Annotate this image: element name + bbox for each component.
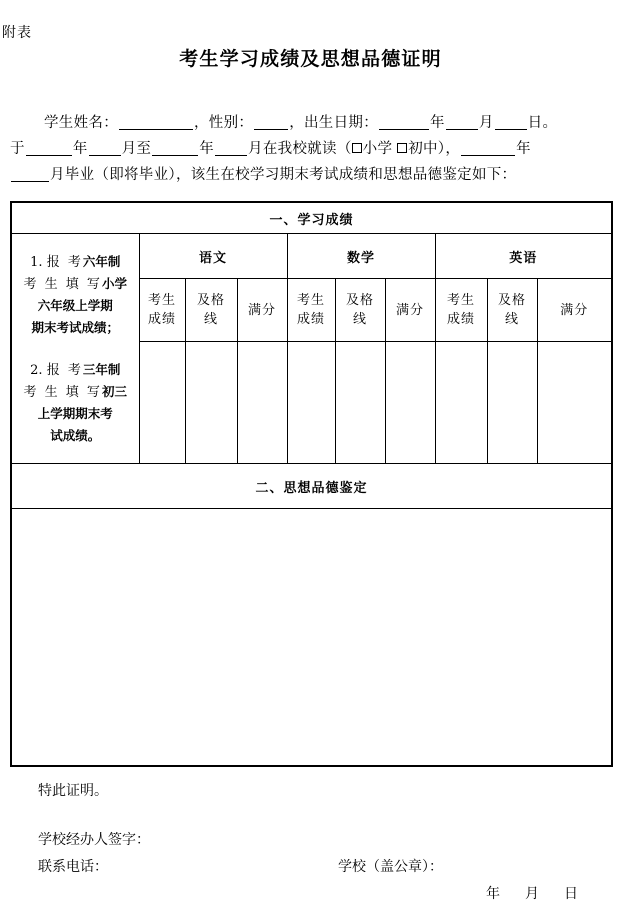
subject-header-chinese: 语文: [139, 234, 287, 279]
subheader-text-line2: 线: [504, 312, 519, 327]
enroll-end-year-unit: 年: [199, 141, 215, 157]
score-cell-math-passline[interactable]: [335, 342, 385, 464]
birth-year-blank[interactable]: [379, 114, 429, 130]
date-line: [486, 887, 579, 901]
intro-line-2: [10, 136, 611, 162]
enroll-start-year-blank[interactable]: [26, 140, 72, 156]
note-1-light-a: 报 考: [46, 255, 83, 270]
score-cell-chinese-fullmark[interactable]: [237, 342, 287, 464]
subheader-chinese-fullmark: 满分: [237, 279, 287, 342]
subject-header-english: 英语: [435, 234, 612, 279]
subheader-text-line1: 考生: [446, 293, 475, 308]
checkbox-middle-school-label: 初中: [408, 141, 438, 157]
school-officer-signature-label: 学校经办人签字：: [38, 832, 150, 848]
graduation-year-unit: 年: [516, 141, 531, 157]
gender-blank[interactable]: [254, 114, 288, 130]
date-month-unit: 月: [525, 886, 540, 902]
graduation-month-blank[interactable]: [11, 166, 49, 182]
birth-day-unit: 日。: [527, 115, 558, 131]
note-1-bold-c: 六年级上学期: [37, 298, 113, 313]
note-2-light-b: 考 生 填 写: [23, 385, 102, 400]
certify-statement: 特此证明。: [38, 783, 108, 799]
note-item-2-cont: [16, 381, 135, 403]
school-seal-label: 学校（盖公章）：: [338, 859, 443, 875]
enroll-prefix: 于: [10, 141, 25, 157]
note-2-bold-a: 三年制: [82, 362, 121, 377]
subheader-text-line2: 成绩: [147, 312, 176, 327]
subheader-text-line1: 考生: [147, 293, 176, 308]
table-row: [11, 464, 612, 509]
section-1-header: 一、学习成绩: [11, 202, 612, 234]
notes-cell: [11, 234, 139, 464]
note-item-1-cont2: [16, 295, 135, 317]
note-item-1-cont3: [16, 317, 135, 339]
checkbox-primary-school-label: 小学: [362, 141, 393, 157]
note-2-bold-c: 上学期期末考: [37, 406, 113, 421]
note-item-2-cont3: [16, 425, 135, 447]
subheader-text-line1: 及格: [345, 293, 374, 308]
subject-header-math: 数学: [287, 234, 435, 279]
attachment-label: 附表: [2, 25, 32, 41]
score-cell-english-passline[interactable]: [487, 342, 537, 464]
score-cell-chinese-passline[interactable]: [185, 342, 237, 464]
table-row: [11, 234, 612, 279]
date-day-unit: 日: [564, 886, 579, 902]
score-cell-english-score[interactable]: [435, 342, 487, 464]
note-2-prefix: 2.: [30, 363, 43, 378]
contact-phone-label: 联系电话：: [38, 859, 108, 875]
subheader-text-line1: 考生: [296, 293, 325, 308]
student-name-blank[interactable]: [119, 114, 193, 130]
birth-year-unit: 年: [430, 115, 445, 131]
graduation-statement: 月毕业（即将毕业），该生在校学习期末考试成绩和思想品德鉴定如下：: [50, 167, 517, 183]
date-year-unit: 年: [486, 886, 501, 902]
enroll-end-year-blank[interactable]: [152, 140, 198, 156]
subheader-chinese-score: [139, 279, 185, 342]
subheader-text-line2: 线: [352, 312, 367, 327]
note-item-2-cont2: [16, 403, 135, 425]
note-1-prefix: 1.: [30, 255, 43, 270]
table-row: [11, 202, 612, 234]
page-title: 考生学习成绩及思想品德证明: [179, 48, 442, 70]
birthdate-label: ，出生日期：: [289, 115, 379, 131]
subheader-chinese-passline: [185, 279, 237, 342]
subheader-text-line1: 及格: [196, 293, 225, 308]
note-2-light-a: 报 考: [46, 363, 83, 378]
birth-day-blank[interactable]: [495, 114, 527, 130]
intro-paragraph: [10, 110, 611, 188]
checkbox-middle-school[interactable]: [397, 143, 407, 153]
subheader-english-fullmark: 满分: [537, 279, 612, 342]
student-name-label: 学生姓名：: [44, 115, 118, 131]
subheader-text-line2: 线: [203, 312, 218, 327]
subheader-text-line2: 成绩: [446, 312, 475, 327]
checkbox-primary-school[interactable]: [352, 143, 362, 153]
enroll-start-month-unit: 月至: [121, 141, 152, 157]
enroll-suffix: ），: [437, 141, 461, 157]
note-item-1: [16, 251, 135, 273]
score-cell-math-score[interactable]: [287, 342, 335, 464]
note-1-bold-b: 小学: [101, 276, 127, 291]
birth-month-unit: 月: [478, 115, 494, 131]
subheader-math-passline: [335, 279, 385, 342]
note-item-2: [16, 359, 135, 381]
certificate-table: [10, 201, 613, 767]
section-2-header: 二、思想品德鉴定: [11, 464, 612, 509]
subheader-english-score: [435, 279, 487, 342]
intro-line-1: [10, 110, 611, 136]
gender-label: ，性别：: [194, 115, 254, 131]
graduation-year-blank[interactable]: [461, 140, 515, 156]
score-cell-english-fullmark[interactable]: [537, 342, 612, 464]
note-1-light-b: 考 生 填 写: [23, 277, 102, 292]
enroll-start-month-blank[interactable]: [89, 140, 121, 156]
subheader-text-line1: 及格: [497, 293, 526, 308]
subheader-math-fullmark: 满分: [385, 279, 435, 342]
birth-month-blank[interactable]: [446, 114, 478, 130]
enroll-start-year-unit: 年: [72, 141, 88, 157]
moral-evaluation-area[interactable]: [11, 509, 612, 767]
score-cell-math-fullmark[interactable]: [385, 342, 435, 464]
note-1-bold-d: 期末考试成绩；: [31, 320, 119, 335]
score-cell-chinese-score[interactable]: [139, 342, 185, 464]
note-2-bold-d: 试成绩。: [50, 428, 101, 443]
subheader-english-passline: [487, 279, 537, 342]
note-2-bold-b: 初三: [101, 384, 127, 399]
note-item-1-cont: [16, 273, 135, 295]
enroll-end-month-unit: 月在我校就读（: [248, 141, 352, 157]
subheader-text-line2: 成绩: [296, 312, 325, 327]
table-row: [11, 509, 612, 767]
subheader-math-score: [287, 279, 335, 342]
intro-line-3: [10, 162, 611, 188]
enroll-end-month-blank[interactable]: [215, 140, 247, 156]
note-1-bold-a: 六年制: [82, 254, 121, 269]
